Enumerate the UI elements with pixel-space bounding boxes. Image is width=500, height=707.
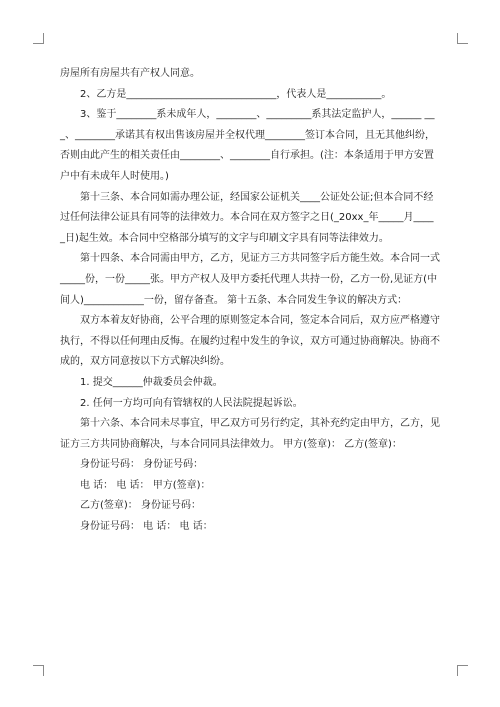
crop-mark-bottom-left <box>33 665 44 676</box>
paragraph-article-13: 第十三条、本合同如需办理公证，经国家公证机关____公证处公证;但本合同不经过任何法律公证具有同等的法律效力。本合同在双方签字之日(_20xx_年_____月____ _日)起生效。本合同中空格部分填写的文字与印刷文字具有同等法律效力。 <box>60 191 437 244</box>
paragraph-arbitration-option: 1. 提交______仲裁委员会仲裁。 <box>80 376 223 388</box>
crop-mark-top-left <box>33 33 44 44</box>
paragraph-article-14-15: 第十四条、本合同需由甲方，乙方，见证方三方共同签字后方能生效。本合同一式_____份，一份_____张。甲方产权人及甲方委托代理人共持一份，乙方一份,见证方(中间人)____________一份，留存备查。 第十五条、本合同发生争议的解决方式： <box>60 253 440 306</box>
document-body <box>60 64 440 538</box>
paragraph-article-16: 第十六条、本合同未尽事宜，甲乙双方可另行约定，其补充约定由甲方，乙方，见证方三方共同协商解决，与本合同同具法律效力。 甲方(签章)： 乙方(签章)： <box>60 418 440 450</box>
paragraph-party-b: 2、乙方是______________________________，代表人是___________。 <box>80 88 392 100</box>
paragraph-minor-clause: 3、鉴于________系未成年人，________、_________系其法定监护人，______ ___、________承诺其有权出售该房屋并全权代理________签订本合同，且无其他纠纷，否则由此产生的相关责任由________、________自行承担。(注：本条适用于甲方安置户中有未成年人时使用。) <box>60 109 435 182</box>
signature-line-id-numbers: 身份证号码： 身份证号码： <box>80 459 204 471</box>
crop-mark-bottom-right <box>457 665 468 676</box>
crop-mark-top-right <box>457 33 468 44</box>
paragraph-dispute-resolution: 双方本着友好协商，公平合理的原则签定本合同，签定本合同后，双方应严格遵守执行，不得以任何理由反悔。在履约过程中发生的争议，双方可通过协商解决。协商不成的，双方同意按以下方式解决纠纷。 <box>60 315 440 368</box>
paragraph-litigation-option: 2. 任何一方均可向有管辖权的人民法院提起诉讼。 <box>80 397 303 409</box>
paragraph-continuation: 房屋所有房屋共有产权人同意。 <box>60 68 200 79</box>
signature-line-party-b: 乙方(签章)： 身份证号码： <box>80 500 201 512</box>
signature-line-phones: 电 话： 电 话： 甲方(签章)： <box>80 479 211 491</box>
signature-line-final: 身份证号码： 电 话： 电 话： <box>80 521 213 533</box>
